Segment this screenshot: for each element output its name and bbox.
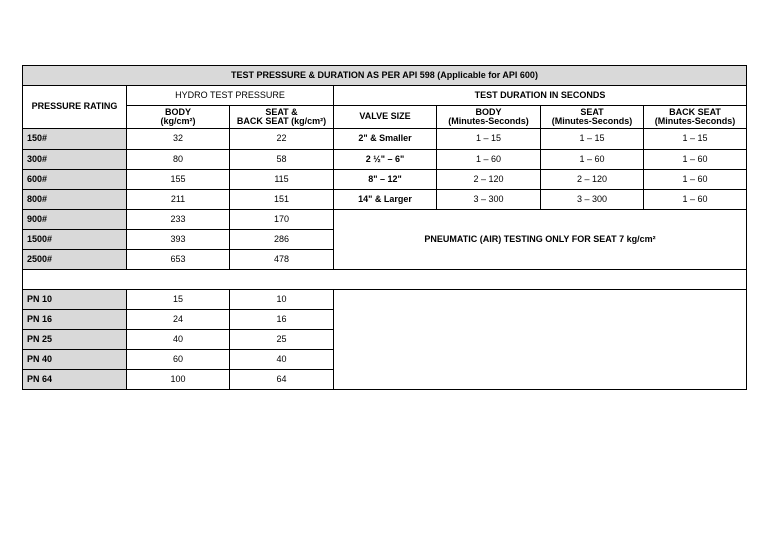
body-pressure-cell: 393 (127, 230, 230, 250)
duration-back-seat-unit: (Minutes-Seconds) (654, 116, 736, 126)
body-pressure-cell: 155 (127, 170, 230, 190)
table-row (23, 210, 747, 230)
duration-back-seat-label: BACK SEAT (669, 106, 721, 117)
duration-body-cell: 1 – 15 (437, 129, 541, 150)
duration-seat-header (541, 106, 644, 129)
body-pressure-cell: 211 (127, 190, 230, 210)
rating-cell: PN 40 (23, 350, 127, 370)
table-row (23, 129, 747, 150)
seat-pressure-cell: 22 (230, 129, 334, 150)
rating-cell: 300# (23, 150, 127, 170)
seat-pressure-cell: 10 (230, 290, 334, 310)
duration-seat-cell: 2 – 120 (541, 170, 644, 190)
test-duration-header: TEST DURATION IN SECONDS (334, 86, 747, 106)
seat-pressure-cell: 170 (230, 210, 334, 230)
body-pressure-cell: 40 (127, 330, 230, 350)
seat-pressure-cell: 58 (230, 150, 334, 170)
body-pressure-cell: 233 (127, 210, 230, 230)
spacer-row (23, 270, 747, 290)
table-row (23, 290, 747, 310)
rating-cell: PN 25 (23, 330, 127, 350)
rating-cell: PN 64 (23, 370, 127, 390)
body-pressure-cell: 24 (127, 310, 230, 330)
duration-body-unit: (Minutes-Seconds) (448, 116, 529, 126)
rating-cell: 600# (23, 170, 127, 190)
spacer-cell (23, 270, 747, 290)
duration-back-seat-cell: 1 – 60 (644, 190, 747, 210)
valve-size-cell: 8" – 12" (334, 170, 437, 190)
seat-pressure-cell: 25 (230, 330, 334, 350)
rating-cell: 2500# (23, 250, 127, 270)
seat-pressure-cell: 40 (230, 350, 334, 370)
body-pressure-cell: 100 (127, 370, 230, 390)
rating-cell: 900# (23, 210, 127, 230)
seat-pressure-cell: 64 (230, 370, 334, 390)
table-row (23, 170, 747, 190)
rating-cell: 1500# (23, 230, 127, 250)
duration-seat-label: SEAT (580, 106, 604, 117)
body-pressure-cell: 32 (127, 129, 230, 150)
duration-seat-cell: 1 – 15 (541, 129, 644, 150)
body-pressure-unit: (kg/cm²) (160, 116, 196, 126)
duration-body-cell: 1 – 60 (437, 150, 541, 170)
hydro-test-pressure-header: HYDRO TEST PRESSURE (127, 86, 334, 106)
duration-back-seat-cell: 1 – 15 (644, 129, 747, 150)
duration-body-cell: 3 – 300 (437, 190, 541, 210)
duration-body-label: BODY (475, 106, 502, 117)
duration-seat-unit: (Minutes-Seconds) (551, 116, 633, 126)
seat-pressure-cell: 16 (230, 310, 334, 330)
api-598-test-table (22, 65, 747, 390)
valve-size-cell: 2 ½" – 6" (334, 150, 437, 170)
table-title: TEST PRESSURE & DURATION AS PER API 598 (Applicable for API 600) (23, 66, 747, 86)
duration-seat-cell: 1 – 60 (541, 150, 644, 170)
seat-pressure-header (230, 106, 334, 129)
empty-cell (334, 290, 747, 390)
duration-body-cell: 2 – 120 (437, 170, 541, 190)
valve-size-cell: 2" & Smaller (334, 129, 437, 150)
duration-back-seat-cell: 1 – 60 (644, 170, 747, 190)
table-row (23, 190, 747, 210)
seat-pressure-cell: 115 (230, 170, 334, 190)
body-pressure-label: BODY (164, 106, 191, 117)
seat-pressure-cell: 478 (230, 250, 334, 270)
duration-back-seat-header (644, 106, 747, 129)
body-pressure-cell: 80 (127, 150, 230, 170)
table-row (23, 150, 747, 170)
body-pressure-cell: 15 (127, 290, 230, 310)
rating-cell: PN 16 (23, 310, 127, 330)
pressure-rating-header: PRESSURE RATING (23, 86, 127, 129)
seat-pressure-unit: BACK SEAT (kg/cm²) (236, 116, 327, 126)
rating-cell: PN 10 (23, 290, 127, 310)
header-row-2 (23, 106, 747, 129)
duration-back-seat-cell: 1 – 60 (644, 150, 747, 170)
valve-size-header: VALVE SIZE (334, 106, 437, 129)
title-row (23, 66, 747, 86)
rating-cell: 150# (23, 129, 127, 150)
duration-seat-cell: 3 – 300 (541, 190, 644, 210)
pneumatic-note: PNEUMATIC (AIR) TESTING ONLY FOR SEAT 7 kg/cm² (334, 210, 747, 270)
seat-pressure-cell: 151 (230, 190, 334, 210)
valve-size-cell: 14" & Larger (334, 190, 437, 210)
seat-pressure-cell: 286 (230, 230, 334, 250)
header-row-1 (23, 86, 747, 106)
body-pressure-header (127, 106, 230, 129)
body-pressure-cell: 653 (127, 250, 230, 270)
seat-pressure-label: SEAT & (265, 106, 298, 117)
duration-body-header (437, 106, 541, 129)
rating-cell: 800# (23, 190, 127, 210)
body-pressure-cell: 60 (127, 350, 230, 370)
